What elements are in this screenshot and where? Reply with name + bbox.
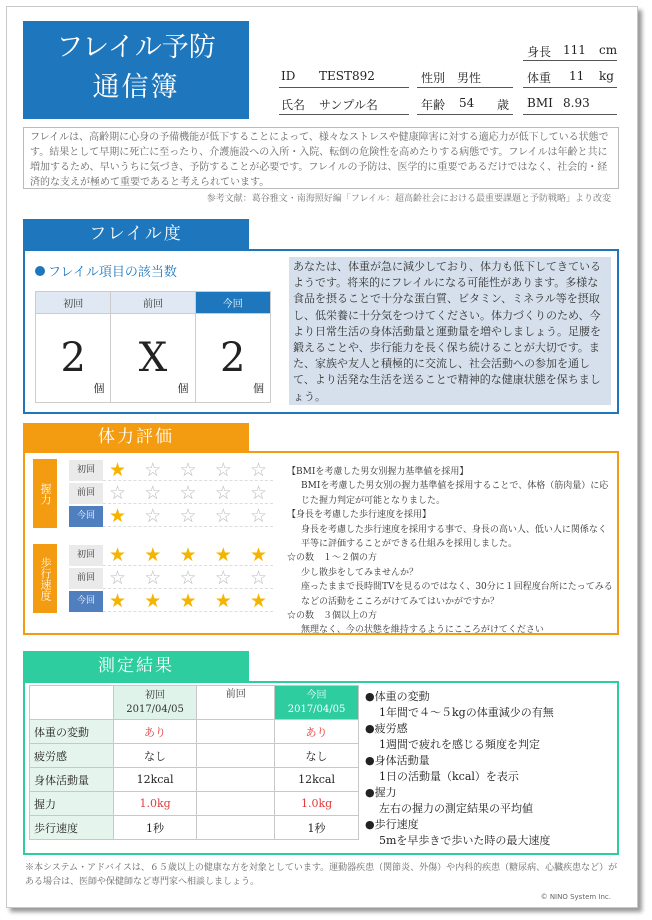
fitness-group <box>33 544 273 613</box>
frail-col-cur: 今回 <box>195 292 270 314</box>
frail-section-tab: フレイル度 <box>23 219 249 249</box>
fitness-text-line: ☆の数 ３個以上の方 <box>287 611 378 622</box>
id-value: TEST892 <box>319 69 375 83</box>
star-empty-icon: ☆ <box>249 481 267 504</box>
star-empty-icon: ☆ <box>214 504 232 527</box>
results-row-label: 体重の変動 <box>30 720 114 744</box>
results-row <box>30 792 359 816</box>
sex-underline <box>417 87 513 88</box>
legend-line: 1年間で４～５kgの体重減少の有無 <box>379 706 554 719</box>
results-section-tab: 測定結果 <box>23 651 249 681</box>
legend-line: 5mを早歩きで歩いた時の最大速度 <box>379 834 551 847</box>
frail-unit-prev: 個 <box>177 382 189 395</box>
fitness-row-label: 初回 <box>69 460 103 481</box>
fitness-row <box>69 544 273 567</box>
star-empty-icon: ☆ <box>109 566 127 589</box>
star-filled-icon: ★ <box>179 543 197 566</box>
height-unit: cm <box>599 43 618 57</box>
results-prev-value <box>197 744 275 768</box>
bullet-icon <box>35 266 45 276</box>
name-value: サンプル名 <box>319 98 378 112</box>
star-filled-icon: ★ <box>179 589 197 612</box>
results-cur-value: あり <box>275 720 359 744</box>
height-value: 111 <box>563 43 586 57</box>
results-cur-value: 1.0kg <box>275 792 359 816</box>
frail-heading-text: フレイル項目の該当数 <box>48 265 177 280</box>
sex-label: 性別 <box>421 71 446 85</box>
results-prev-value <box>197 720 275 744</box>
fitness-row <box>69 567 273 590</box>
fitness-section-tab: 体力評価 <box>23 423 249 451</box>
fitness-row <box>69 482 273 505</box>
frail-advice-text: あなたは、体重が急に減少しており、体力も低下してきているようです。将来的にフレイルになる可能性があります。多様な食品を摂ることで十分な蛋白質、ビタミン、ミネラル等を摂取し、低栄養に十分気をつけてください。体力づくりのため、今より日常生活の身体活動量と運動量を増やしましょう。足腰を鍛えることや、歩行能力を長く保ち続けることが大切です。また、家族や友人と積極的に交流し、社会活動への参加を通して、より活発な生活を送ることで精神的な健康状態を保ちましょう。 <box>289 257 611 405</box>
fitness-text-line: 【身長を考慮した歩行速度を採用】 <box>287 510 432 521</box>
results-col-cur-date: 2017/04/05 <box>287 703 346 715</box>
fitness-row-label: 前回 <box>69 568 103 589</box>
fitness-row-label: 今回 <box>69 591 103 612</box>
fitness-row <box>69 590 273 613</box>
bmi-label: BMI <box>527 96 553 110</box>
star-filled-icon: ★ <box>249 543 267 566</box>
id-label: ID <box>281 69 296 83</box>
frail-value-cur <box>195 314 270 403</box>
results-cur-value: なし <box>275 744 359 768</box>
results-legend <box>365 689 615 849</box>
results-row <box>30 744 359 768</box>
results-row <box>30 816 359 840</box>
fitness-text-line: BMIを考慮した男女別の握力基準値を採用することで、体格（筋肉量）に応じた握力判定が可能となりました。 <box>301 481 609 506</box>
fitness-row-label: 今回 <box>69 506 103 527</box>
fitness-text-line: 少し散歩をしてみませんか？ <box>301 567 419 578</box>
results-corner <box>30 686 114 720</box>
results-row-label: 握力 <box>30 792 114 816</box>
frail-value-first <box>36 314 111 403</box>
star-rating <box>103 506 273 527</box>
fitness-group-label: 歩行速度 <box>33 544 57 613</box>
fitness-text-line: 身長を考慮した歩行速度を採用する事で、身長の高い人、低い人に関係なく平等に評価することができる仕組みを採用しました。 <box>301 524 607 550</box>
bmi-value: 8.93 <box>563 96 590 110</box>
star-empty-icon: ☆ <box>109 481 127 504</box>
star-filled-icon: ★ <box>109 543 127 566</box>
results-col-first-label: 初回 <box>145 689 166 701</box>
star-filled-icon: ★ <box>109 458 127 481</box>
frail-unit-cur: 個 <box>253 382 264 395</box>
fitness-text-line: ☆の数 １～２個の方 <box>287 553 378 564</box>
fitness-description <box>287 465 615 638</box>
star-filled-icon: ★ <box>249 589 267 612</box>
name-label: 氏名 <box>281 98 306 112</box>
fitness-row <box>69 505 273 528</box>
star-empty-icon: ☆ <box>249 504 267 527</box>
star-rating <box>103 591 273 612</box>
star-empty-icon: ☆ <box>214 458 232 481</box>
fitness-star-grid <box>33 459 273 613</box>
results-cur-value: 12kcal <box>275 768 359 792</box>
fitness-group-rows <box>69 459 273 528</box>
results-prev-value <box>197 816 275 840</box>
results-prev-value <box>197 768 275 792</box>
frail-count-table <box>35 291 271 403</box>
legend-line: ●疲労感 <box>365 722 408 735</box>
star-filled-icon: ★ <box>109 589 127 612</box>
star-empty-icon: ☆ <box>214 566 232 589</box>
disclaimer-note: ※本システム・アドバイスは、６５歳以上の健康な方を対象としています。運動器疾患（関節炎、外傷）や内科的疾患（糖尿病、心臓疾患など）がある場合は、医師や保健師など専門家へ相談しましょう。 <box>25 863 618 887</box>
star-empty-icon: ☆ <box>249 566 267 589</box>
frail-value-cur-num: 2 <box>220 335 246 381</box>
results-col-cur <box>275 686 359 720</box>
star-empty-icon: ☆ <box>179 458 197 481</box>
star-empty-icon: ☆ <box>144 566 162 589</box>
legend-line: ●歩行速度 <box>365 818 419 831</box>
results-first-value: 1.0kg <box>113 792 197 816</box>
legend-line: 1日の活動量（kcal）を表示 <box>379 770 519 783</box>
results-row <box>30 720 359 744</box>
star-filled-icon: ★ <box>214 589 232 612</box>
results-row-label: 身体活動量 <box>30 768 114 792</box>
weight-value: 11 <box>569 69 585 83</box>
frail-value-prev-num: X <box>138 335 168 381</box>
star-filled-icon: ★ <box>144 543 162 566</box>
fitness-text-line: 【BMIを考慮した男女別握力基準値を採用】 <box>287 467 469 477</box>
star-filled-icon: ★ <box>214 543 232 566</box>
frail-col-prev: 前回 <box>111 292 195 314</box>
star-empty-icon: ☆ <box>179 566 197 589</box>
frail-count-heading <box>35 261 177 280</box>
star-rating <box>103 568 273 589</box>
title-line2: 通信簿 <box>92 72 180 103</box>
age-value: 54 <box>459 96 475 110</box>
results-first-value: なし <box>113 744 197 768</box>
age-underline <box>417 114 513 115</box>
results-row <box>30 768 359 792</box>
frail-value-prev <box>111 314 195 403</box>
title-banner <box>23 21 249 119</box>
star-filled-icon: ★ <box>109 504 127 527</box>
results-cur-value: 1秒 <box>275 816 359 840</box>
star-rating <box>103 483 273 504</box>
reference-text: 参考文献：葛谷雅文・南海照好編「フレイル：超高齢社会における最重要課題と予防戦略」より改変 <box>206 194 611 204</box>
fitness-row-label: 初回 <box>69 545 103 566</box>
fitness-text-line: 無理なく、今の状態を維持するようにこころがけてください <box>301 625 544 636</box>
fitness-row <box>69 459 273 482</box>
legend-line: 左右の握力の測定結果の平均値 <box>379 802 533 815</box>
frail-value-first-num: 2 <box>60 335 86 381</box>
fitness-group-label: 握力 <box>33 459 57 528</box>
height-underline <box>523 60 617 61</box>
results-first-value: 1秒 <box>113 816 197 840</box>
copyright-text: © NINO System Inc. <box>540 893 611 901</box>
fitness-group <box>33 459 273 528</box>
star-empty-icon: ☆ <box>179 481 197 504</box>
results-row-label: 疲労感 <box>30 744 114 768</box>
star-empty-icon: ☆ <box>144 458 162 481</box>
star-rating <box>103 545 273 566</box>
weight-underline <box>523 87 617 88</box>
results-col-first-date: 2017/04/05 <box>126 703 184 715</box>
results-first-value: 12kcal <box>113 768 197 792</box>
fitness-group-rows <box>69 544 273 613</box>
sex-value: 男性 <box>457 71 482 85</box>
fitness-row-label: 前回 <box>69 483 103 504</box>
frail-unit-first: 個 <box>93 382 105 395</box>
results-row-label: 歩行速度 <box>30 816 114 840</box>
results-col-prev: 前回 <box>197 686 275 720</box>
results-first-value: あり <box>113 720 197 744</box>
results-prev-value <box>197 792 275 816</box>
star-empty-icon: ☆ <box>144 481 162 504</box>
height-label: 身長 <box>527 45 552 59</box>
age-unit: 歳 <box>497 98 510 112</box>
legend-line: ●体重の変動 <box>365 690 430 703</box>
report-page <box>6 6 638 908</box>
results-col-first <box>113 686 197 720</box>
results-col-cur-label: 今回 <box>306 689 327 701</box>
legend-line: 1週間で疲れを感じる頻度を判定 <box>379 738 540 751</box>
results-table <box>29 685 359 840</box>
star-empty-icon: ☆ <box>214 481 232 504</box>
intro-text: フレイルは、高齢期に心身の予備機能が低下することによって、様々なストレスや健康障害に対する適応力が低下している状態です。結果として早期に死亡に至ったり、介護施設への入所・入院、転倒の危険性を高めたりする病態です。フレイルは年齢と共に増加するため、早いうちに気づき、予防することが必要です。フレイルの予防は、医学的に重要であるだけではなく、社会的・経済的な支えが極めて重要であると考えられています。 <box>23 127 619 189</box>
star-filled-icon: ★ <box>144 589 162 612</box>
star-empty-icon: ☆ <box>249 458 267 481</box>
weight-label: 体重 <box>527 71 552 85</box>
title-line1: フレイル予防 <box>56 32 216 63</box>
legend-line: ●身体活動量 <box>365 754 430 767</box>
name-underline <box>279 114 409 115</box>
star-empty-icon: ☆ <box>179 504 197 527</box>
frail-col-first: 初回 <box>36 292 111 314</box>
bmi-underline <box>523 114 617 115</box>
legend-line: ●握力 <box>365 786 397 799</box>
star-empty-icon: ☆ <box>144 504 162 527</box>
weight-unit: kg <box>599 69 614 83</box>
id-underline <box>279 87 409 88</box>
age-label: 年齢 <box>421 98 446 112</box>
star-rating <box>103 460 273 481</box>
fitness-text-line: 座ったままで長時間TVを見るのではなく、30分に１回程度台所にたってみるなどの活動をこころがけてみてはいかがですか？ <box>301 582 613 607</box>
